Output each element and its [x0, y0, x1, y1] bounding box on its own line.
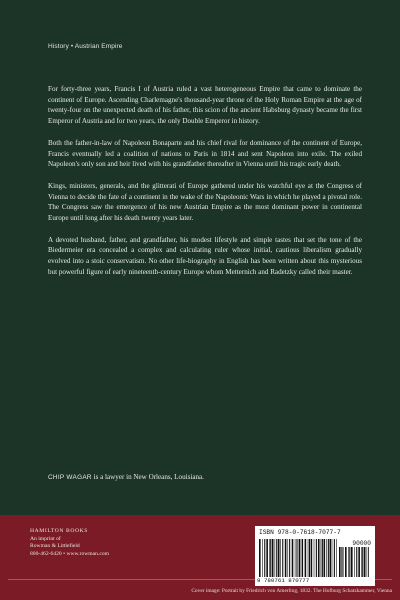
barcode-bar	[330, 539, 332, 577]
barcode-bar	[262, 539, 263, 577]
barcode-bar	[328, 539, 329, 577]
publisher-line: Rowman & Littlefield	[30, 543, 80, 550]
barcode-bar	[275, 539, 276, 577]
barcode-bar	[326, 539, 327, 577]
blurb-text	[48, 84, 362, 289]
publisher-contact: 800-462-6420 • www.rowman.com	[30, 550, 109, 557]
barcode-bar	[358, 547, 360, 577]
barcode-bar	[342, 547, 343, 577]
barcode-bar	[276, 539, 277, 577]
price-barcode-bars	[339, 547, 369, 577]
barcode-bar	[314, 539, 315, 577]
barcode-bar	[259, 539, 261, 577]
price-code: 90000	[352, 540, 371, 547]
barcode-bar	[336, 539, 337, 577]
barcode-bar	[311, 539, 313, 577]
barcode-bar	[356, 547, 357, 577]
author-name: CHIP WAGAR	[48, 474, 92, 481]
barcode-bar	[270, 539, 271, 577]
publisher-line: An imprint of	[30, 535, 61, 542]
barcode-bar	[296, 539, 297, 577]
barcode-bar	[354, 547, 355, 577]
barcode-bar	[368, 547, 369, 577]
author-bio-text: is a lawyer in New Orleans, Louisiana.	[91, 473, 204, 481]
barcode-bar	[272, 539, 274, 577]
blurb-paragraph: For forty-three years, Francis I of Austria ruled a vast heterogeneous Empire that came to dominate the continent of Europe. Ascending Charlemagne's thousand-year throne of the Holy Roman Empire at the age of twenty-four on the unexpected death of his father, this scion of the ancient Habsburg dynasty became the first Emperor of Austria and for two years, the only Double Emperor in history.	[48, 85, 362, 126]
barcode-bar	[302, 539, 303, 577]
barcode-bar	[364, 547, 366, 577]
barcode	[255, 526, 375, 586]
barcode-bar	[341, 547, 342, 577]
barcode-bar	[349, 547, 350, 577]
blurb-paragraph: Kings, ministers, generals, and the glitterati of Europe gathered under his watchful eye at the Congress of Vienna to decide the fate of a continent in the wake of the Napoleonic Wars in which he played a pivotal role. The Congress saw the emergence of his new Austrian Empire as the most dominant power in continental Europe until long after his death twenty years later.	[48, 181, 362, 223]
barcode-bar	[266, 539, 268, 577]
barcode-bar	[348, 547, 349, 577]
blurb-paragraph: A devoted husband, father, and grandfather, his modest lifestyle and simple tastes that set the tone of the Biedermeier era concealed a complex and calculating ruler whose initial, cautious liberalism gradually evolved into a stoic conservatism. No other life-biography in English has been written about this mysterious but powerful figure of early nineteenth-century Europe whom Metternich and Radetzky called their master.	[48, 235, 362, 276]
author-bio	[48, 472, 348, 483]
barcode-bar	[316, 539, 317, 577]
blurb-paragraph: Both the father-in-law of Napoleon Bonaparte and his chief rival for dominance of the continent of Europe, Francis eventually led a coalition of nations to Paris in 1814 and sent Napoleon into exile. The exiled Napoleon's only son and heir lived with his grandfather thereafter in Vienna until his tragic early death.	[48, 138, 362, 169]
barcode-bar	[308, 539, 309, 577]
barcode-bar	[318, 539, 320, 577]
barcode-bar	[280, 539, 281, 577]
barcode-bar	[362, 547, 363, 577]
barcode-bar	[309, 539, 310, 577]
barcode-bar	[339, 547, 341, 577]
barcode-bar	[321, 539, 322, 577]
barcode-bar	[367, 547, 368, 577]
isbn-text: ISBN 978-0-7618-7077-7	[259, 529, 341, 536]
category-label: History • Austrian Empire	[48, 43, 123, 50]
barcode-bar	[264, 539, 265, 577]
barcode-bar	[305, 539, 307, 577]
barcode-bar	[278, 539, 280, 577]
barcode-bar	[289, 539, 290, 577]
barcode-bar	[351, 547, 353, 577]
barcode-bar	[301, 539, 302, 577]
barcode-bar	[334, 539, 335, 577]
barcode-bar	[287, 539, 288, 577]
publisher-info	[30, 528, 160, 558]
ean-barcode-bars	[259, 539, 337, 577]
barcode-bar	[324, 539, 326, 577]
barcode-bar	[285, 539, 287, 577]
barcode-bar	[269, 539, 270, 577]
cover-image-credit: Cover image: Portrait by Friedrich von Amerling, 1832. The Hofburg Schatzkammer, Vienna	[191, 588, 392, 594]
barcode-bar	[361, 547, 362, 577]
publisher-name: HAMILTON BOOKS	[30, 528, 88, 534]
barcode-bar	[332, 539, 333, 577]
barcode-bar	[322, 539, 323, 577]
barcode-digits: 9 780761 870777	[257, 577, 310, 584]
barcode-bar	[282, 539, 283, 577]
barcode-bar	[295, 539, 296, 577]
barcode-bar	[345, 547, 347, 577]
barcode-bar	[292, 539, 294, 577]
barcode-bar	[299, 539, 301, 577]
